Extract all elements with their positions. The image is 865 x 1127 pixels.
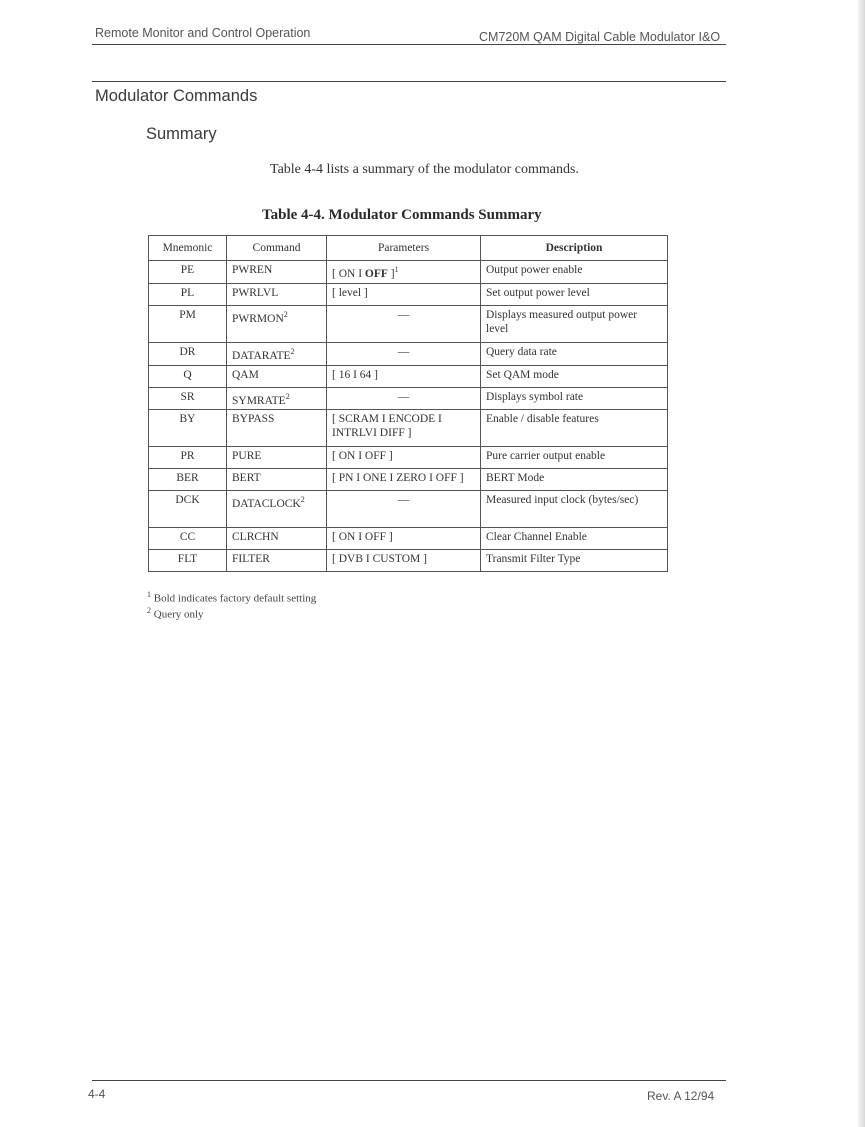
cell-command — [227, 387, 327, 410]
command-footnote-mark: 2 — [300, 495, 305, 505]
cell-description: Displays symbol rate — [481, 387, 668, 410]
cell-parameters — [327, 342, 481, 365]
cell-mnemonic: FLT — [149, 550, 227, 572]
cell-parameters — [327, 550, 481, 572]
table-row — [149, 469, 668, 491]
table-row — [149, 283, 668, 305]
section-rule — [92, 81, 726, 82]
cell-parameters — [327, 447, 481, 469]
parameters-text: — — [397, 308, 410, 321]
cell-description: Set QAM mode — [481, 365, 668, 387]
table-row — [149, 261, 668, 284]
command-text: BERT — [232, 472, 261, 485]
cell-parameters — [327, 387, 481, 410]
command-text: CLRCHN — [232, 531, 279, 544]
header-command: Command — [227, 236, 327, 261]
footnote-mark: 2 — [147, 606, 151, 615]
cell-description: Output power enable — [481, 261, 668, 284]
footnote-mark: 1 — [147, 590, 151, 599]
cell-mnemonic: DCK — [149, 491, 227, 528]
cell-mnemonic: BY — [149, 410, 227, 447]
cell-description: Query data rate — [481, 342, 668, 365]
cell-parameters — [327, 261, 481, 284]
cell-mnemonic: CC — [149, 528, 227, 550]
table-row — [149, 528, 668, 550]
cell-description: Enable / disable features — [481, 410, 668, 447]
cell-description: Displays measured output power level — [481, 305, 668, 342]
parameters-text: — — [397, 345, 410, 358]
table-row — [149, 491, 668, 528]
cell-parameters — [327, 365, 481, 387]
cell-mnemonic: Q — [149, 365, 227, 387]
cell-mnemonic: PM — [149, 305, 227, 342]
cell-parameters — [327, 283, 481, 305]
parameters-text: — — [397, 494, 410, 507]
cell-command — [227, 365, 327, 387]
command-text: QAM — [232, 368, 259, 381]
parameters-text: [ ON I — [332, 267, 365, 280]
cell-description: Clear Channel Enable — [481, 528, 668, 550]
cell-parameters — [327, 410, 481, 447]
cell-description: Measured input clock (bytes/sec) — [481, 491, 668, 528]
table-row — [149, 447, 668, 469]
command-text: FILTER — [232, 553, 270, 566]
command-text: DATACLOCK — [232, 498, 301, 511]
cell-parameters — [327, 491, 481, 528]
header-description: Description — [481, 236, 668, 261]
command-text: PWRMON — [232, 312, 284, 325]
parameters-text-end: ] — [387, 267, 395, 280]
table-header-row — [149, 236, 668, 261]
footnote-text: Bold indicates factory default setting — [153, 592, 317, 605]
table-row — [149, 550, 668, 572]
command-text: PWREN — [232, 264, 273, 276]
parameters-text: [ PN I ONE I ZERO I OFF ] — [332, 472, 464, 485]
table-row — [149, 387, 668, 410]
header-rule — [92, 44, 726, 45]
parameters-footnote-mark: 1 — [394, 265, 399, 274]
section-title: Modulator Commands — [95, 87, 258, 105]
cell-mnemonic: PE — [149, 261, 227, 284]
parameters-text: [ 16 I 64 ] — [332, 368, 378, 381]
command-footnote-mark: 2 — [283, 309, 288, 319]
subsection-title: Summary — [146, 125, 217, 143]
parameters-text: [ SCRAM I ENCODE I INTRLVI DIFF ] — [332, 413, 442, 440]
parameters-text: — — [397, 390, 410, 403]
page-number: 4-4 — [88, 1087, 106, 1101]
page-edge-shadow — [858, 0, 865, 1127]
cell-description: Set output power level — [481, 283, 668, 305]
cell-description: Transmit Filter Type — [481, 550, 668, 572]
parameters-text: [ DVB I CUSTOM ] — [332, 553, 427, 566]
table-caption: Table 4-4. Modulator Commands Summary — [262, 207, 542, 223]
command-footnote-mark: 2 — [290, 346, 295, 356]
footer-rule — [92, 1080, 726, 1081]
footnote-1 — [147, 590, 316, 605]
cell-command — [227, 469, 327, 491]
command-text: PWRLVL — [232, 286, 279, 299]
cell-command — [227, 410, 327, 447]
footnote-2 — [147, 606, 204, 621]
command-text: PURE — [232, 450, 262, 463]
intro-paragraph: Table 4-4 lists a summary of the modulator commands. — [270, 162, 579, 177]
table-row — [149, 410, 668, 447]
cell-mnemonic: PL — [149, 283, 227, 305]
cell-mnemonic: BER — [149, 469, 227, 491]
cell-command — [227, 283, 327, 305]
running-header-right: CM720M QAM Digital Cable Modulator I&O — [479, 30, 721, 44]
header-mnemonic: Mnemonic — [149, 236, 227, 261]
parameters-default: OFF — [364, 267, 388, 280]
command-text: BYPASS — [232, 413, 275, 426]
table-row — [149, 305, 668, 342]
parameters-text: [ level ] — [332, 286, 368, 299]
cell-description: BERT Mode — [481, 469, 668, 491]
cell-mnemonic: PR — [149, 447, 227, 469]
cell-mnemonic: SR — [149, 387, 227, 410]
cell-parameters — [327, 528, 481, 550]
header-parameters: Parameters — [327, 236, 481, 261]
command-text: DATARATE — [232, 349, 291, 362]
table-row — [149, 342, 668, 365]
cell-command — [227, 528, 327, 550]
cell-description: Pure carrier output enable — [481, 447, 668, 469]
table-body — [149, 261, 668, 572]
command-footnote-mark: 2 — [285, 391, 290, 401]
parameters-text: [ ON I OFF ] — [332, 531, 393, 544]
commands-table — [148, 235, 668, 572]
cell-command — [227, 261, 327, 284]
cell-command — [227, 550, 327, 572]
cell-parameters — [327, 305, 481, 342]
cell-command — [227, 491, 327, 528]
revision-label: Rev. A 12/94 — [647, 1089, 715, 1103]
parameters-text: [ ON I OFF ] — [332, 450, 393, 463]
running-header-left: Remote Monitor and Control Operation — [95, 26, 311, 40]
cell-mnemonic: DR — [149, 342, 227, 365]
cell-parameters — [327, 469, 481, 491]
cell-command — [227, 305, 327, 342]
footnote-text: Query only — [153, 608, 204, 621]
table-row — [149, 365, 668, 387]
cell-command — [227, 342, 327, 365]
cell-command — [227, 447, 327, 469]
command-text: SYMRATE — [232, 394, 286, 407]
